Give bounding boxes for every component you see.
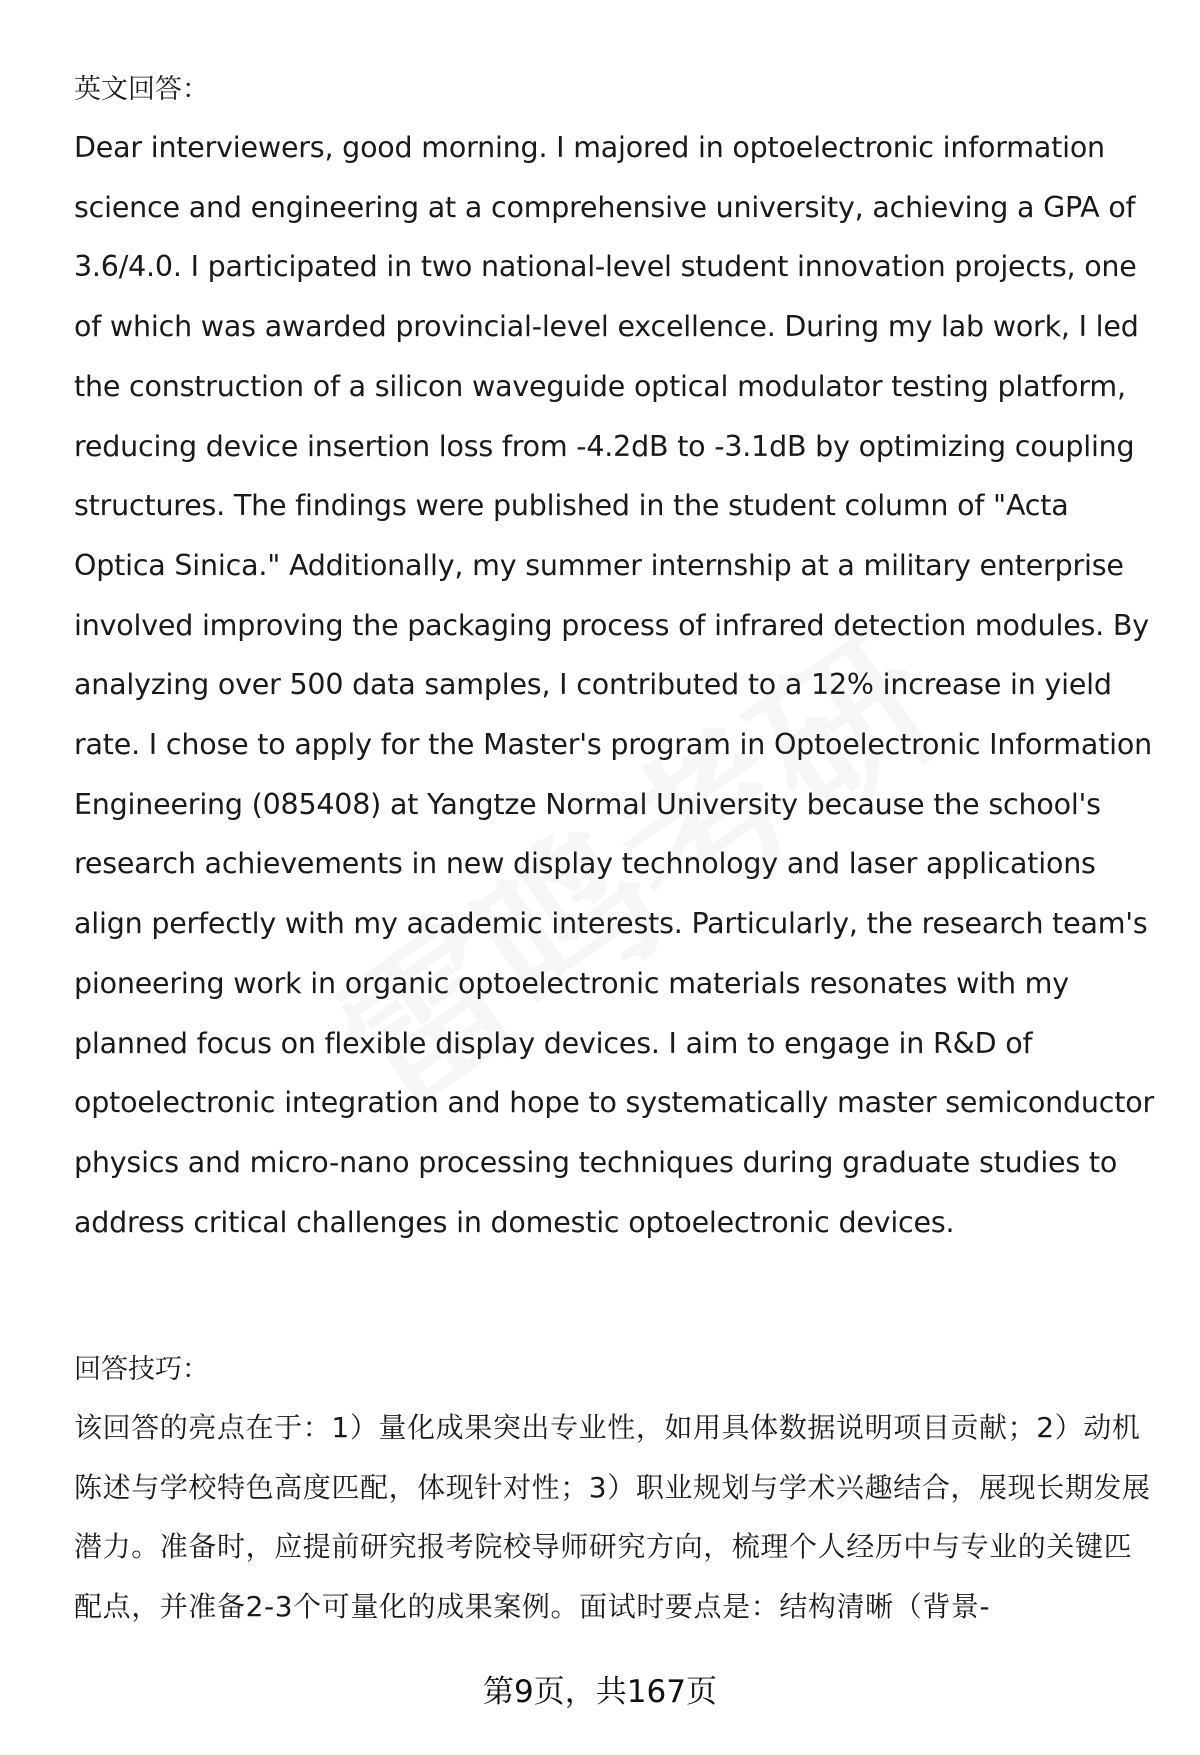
english-answer-paragraph: Dear interviewers, good morning. I majored in optoelectronic information science and engineering at a comprehensive university, achieving a GPA of 3.6/4.0. I participated in two national-level student innovation projects, one of which was awarded provincial-level excellence. During my lab work, I led the construction of a silicon waveguide optical modulator testing platform, reducing device insertion loss from -4.2dB to -3.1dB by optimizing coupling structures. The findings were published in the student column of "Acta Optica Sinica." Additionally, my summer internship at a military enterprise involved improving the packaging process of infrared detection modules. By analyzing over 500 data samples, I contributed to a 12% increase in yield rate. I chose to apply for the Master's program in Optoelectronic Information Engineering (085408) at Yangtze Normal University because the school's research achievements in new display technology and laser applications align perfectly with my academic interests. Particularly, the research team's pioneering work in organic optoelectronic materials resonates with my planned focus on flexible display devices. I aim to engage in R&D of optoelectronic integration and hope to systematically master semiconductor physics and micro-nano processing techniques during graduate studies to address critical challenges in domestic optoelectronic devices. <box>74 131 1154 1239</box>
answer-tips-paragraph: 该回答的亮点在于：1）量化成果突出专业性，如用具体数据说明项目贡献；2）动机陈述与学校特色高度匹配，体现针对性；3）职业规划与学术兴趣结合，展现长期发展潜力。准备时，应提前研究报考院校导师研究方向，梳理个人经历中与专业的关键匹配点，并准备2-3个可量化的成果案例。面试时要点是：结构清晰（背景- <box>74 1411 1151 1623</box>
answer-tips-heading: 回答技巧： <box>74 1354 209 1385</box>
english-answer-heading: 英文回答： <box>74 74 209 105</box>
page-number-footer: 第9页，共167页 <box>483 1674 717 1710</box>
